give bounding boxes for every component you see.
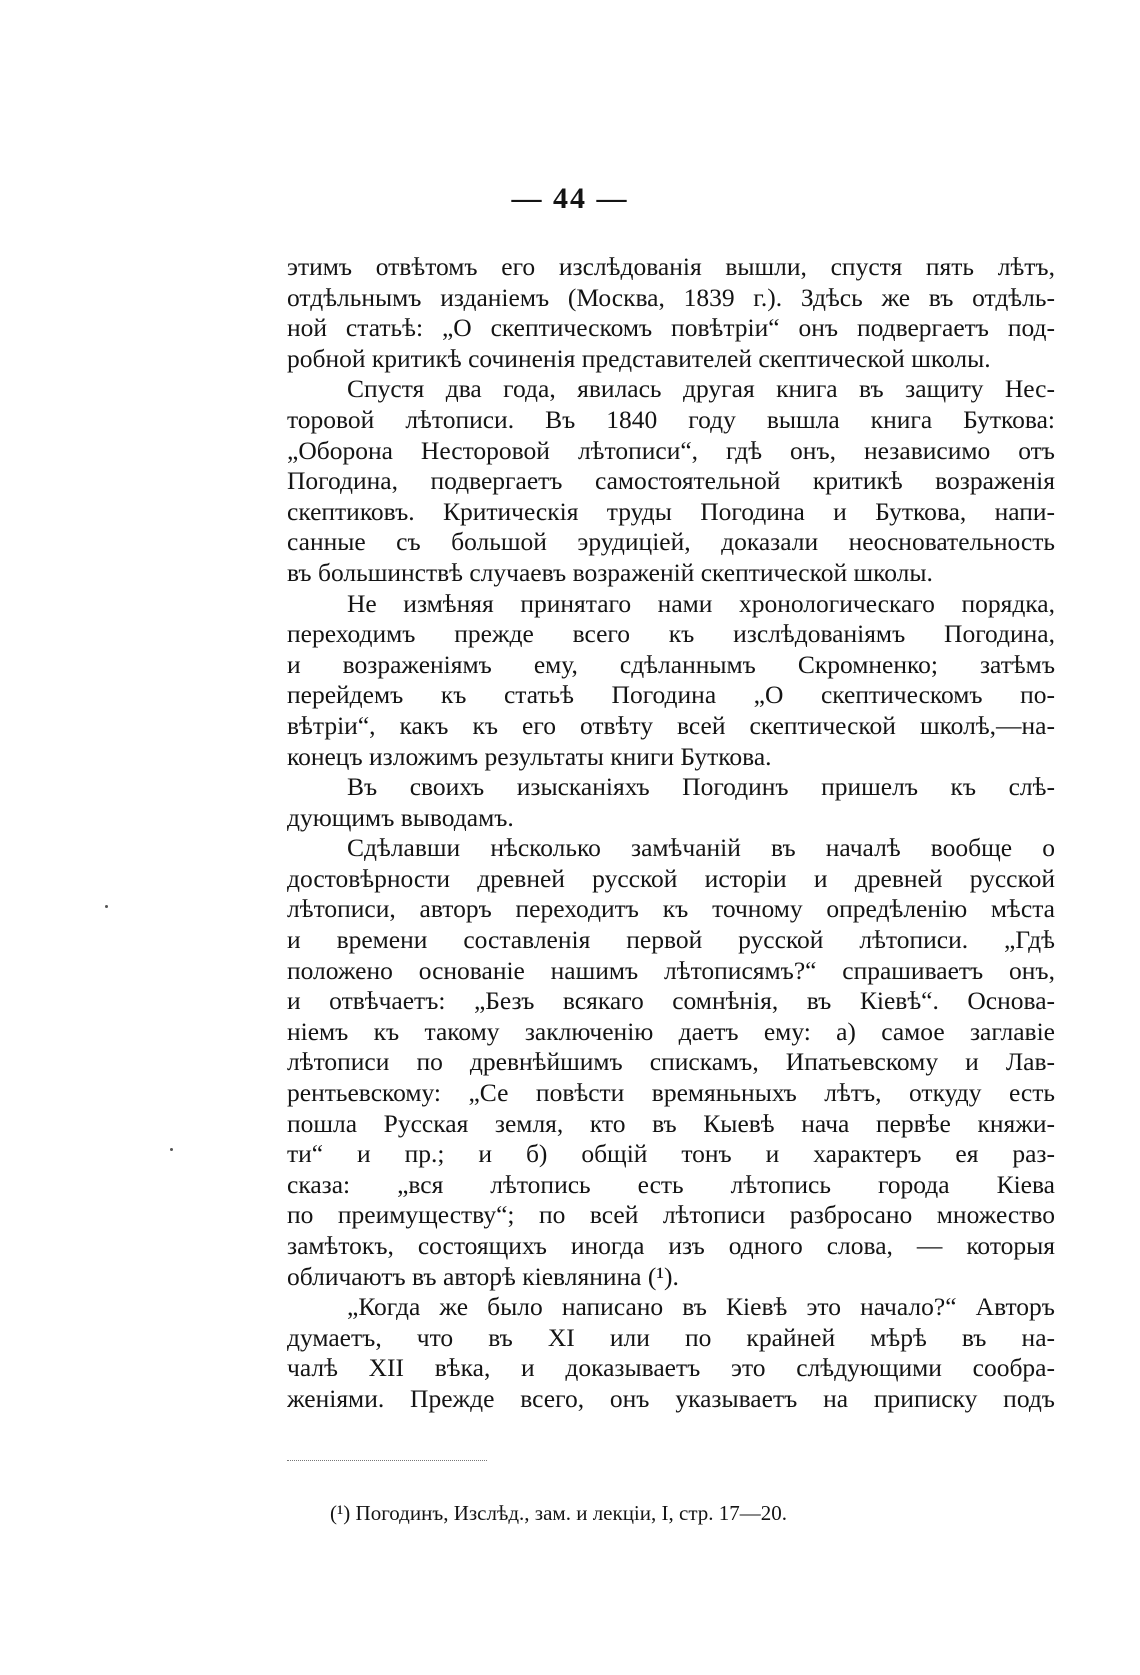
paragraph-start: „Когда же было написано въ Кіевѣ это начало?“ Авторъ	[347, 1292, 1055, 1322]
text-line: лѣтописи, авторъ переходитъ къ точному опредѣленію мѣста	[287, 894, 1055, 924]
footnote-separator	[287, 1460, 487, 1461]
text-line: лѣтописи по древнѣйшимъ спискамъ, Ипатьевскому и Лав-	[287, 1047, 1055, 1077]
text-line: думаетъ, что въ XI или по крайней мѣрѣ въ на-	[287, 1322, 1055, 1352]
paragraph-start: Спустя два года, явилась другая книга въ защиту Нес-	[347, 374, 1055, 404]
paragraph-start: Въ своихъ изысканіяхъ Погодинъ пришелъ къ слѣ-	[347, 772, 1055, 802]
text-line: рентьевскому: „Се повѣсти времяньныхъ лѣтъ, откуду есть	[287, 1078, 1055, 1108]
scan-speck	[170, 1148, 173, 1151]
text-line: и возраженіямъ ему, сдѣланнымъ Скромненко; затѣмъ	[287, 649, 1055, 679]
text-line: торовой лѣтописи. Въ 1840 году вышла книга Буткова:	[287, 404, 1055, 434]
text-line: ной статьѣ: „О скептическомъ повѣтріи“ онъ подвергаетъ под-	[287, 313, 1055, 343]
text-line: перейдемъ къ статьѣ Погодина „О скептическомъ по-	[287, 680, 1055, 710]
text-line: переходимъ прежде всего къ изслѣдованіямъ Погодина,	[287, 619, 1055, 649]
text-line: положено основаніе нашимъ лѣтописямъ?“ спрашиваетъ онъ,	[287, 955, 1055, 985]
text-line: „Оборона Несторовой лѣтописи“, гдѣ онъ, независимо отъ	[287, 435, 1055, 465]
text-line: скептиковъ. Критическія труды Погодина и Буткова, напи-	[287, 496, 1055, 526]
text-line: дующимъ выводамъ.	[287, 802, 514, 832]
paragraph-start: Не измѣняя принятаго нами хронологическаго порядка,	[347, 588, 1055, 618]
text-line: конецъ изложимъ результаты книги Буткова.	[287, 741, 772, 771]
text-line: этимъ отвѣтомъ его изслѣдованія вышли, спустя пять лѣтъ,	[287, 252, 1055, 281]
text-line: женіями. Прежде всего, онъ указываетъ на приписку подъ	[287, 1383, 1055, 1413]
text-line: по преимуществу“; по всей лѣтописи разбросано множество	[287, 1200, 1055, 1230]
text-line: робной критикѣ сочиненія представителей скептической школы.	[287, 343, 991, 373]
text-line: ніемъ къ такому заключенію даетъ ему: а) самое заглавіе	[287, 1016, 1055, 1046]
text-line: чалѣ XII вѣка, и доказываетъ это слѣдующими сообра-	[287, 1353, 1055, 1383]
text-line: достовѣрности древней русской исторіи и древней русской	[287, 863, 1055, 893]
text-line: замѣтокъ, состоящихъ иногда изъ одного слова, — которыя	[287, 1231, 1055, 1260]
text-line: и времени составленія первой русской лѣтописи. „Гдѣ	[287, 925, 1055, 955]
text-line: Погодина, подвергаетъ самостоятельной критикѣ возраженія	[287, 466, 1055, 496]
text-line: отдѣльнымъ изданіемъ (Москва, 1839 г.). Здѣсь же въ отдѣль-	[287, 282, 1055, 312]
text-line: пошла Русская земля, кто въ Кыевѣ нача первѣе княжи-	[287, 1108, 1055, 1138]
text-line: вѣтріи“, какъ къ его отвѣту всей скептической школѣ,—на-	[287, 710, 1055, 740]
text-line: сказа: „вся лѣтопись есть лѣтопись города Кіева	[287, 1169, 1055, 1199]
text-line: санные съ большой эрудиціей, доказали неосновательность	[287, 527, 1055, 557]
main-text	[287, 252, 1055, 1415]
footnote: (¹) Погодинъ, Изслѣд., зам. и лекціи, I, стр. 17—20.	[330, 1501, 788, 1525]
text-line: ти“ и пр.; и б) общій тонъ и характеръ ея раз-	[287, 1139, 1055, 1169]
text-line: въ большинствѣ случаевъ возраженій скептической школы.	[287, 557, 933, 587]
text-line: и отвѣчаетъ: „Безъ всякаго сомнѣнія, въ Кіевѣ“. Основа-	[287, 986, 1055, 1016]
scan-speck	[105, 905, 108, 908]
paragraph-start: Сдѣлавши нѣсколько замѣчаній въ началѣ вообще о	[347, 833, 1055, 863]
text-line: обличаютъ въ авторѣ кіевлянина (¹).	[287, 1261, 679, 1291]
page-number: — 44 —	[511, 182, 629, 215]
